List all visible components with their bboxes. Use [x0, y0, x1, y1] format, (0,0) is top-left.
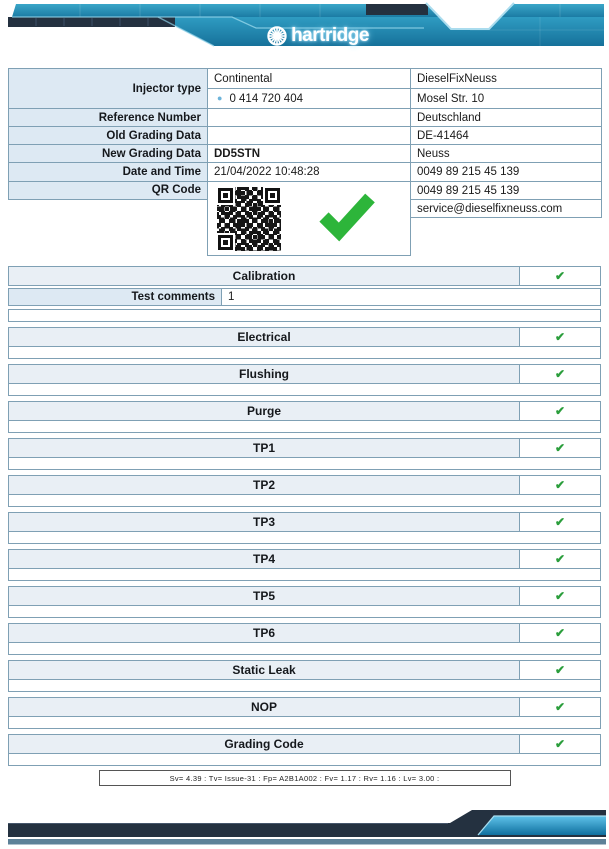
- section-title: TP3: [8, 512, 520, 532]
- customer-name: DieselFixNeuss: [411, 69, 602, 89]
- footer-banner: [0, 805, 609, 849]
- section-status-cell: [519, 660, 601, 680]
- section-detail-row: [8, 420, 601, 433]
- section-status-cell: [519, 697, 601, 717]
- section-title: Grading Code: [8, 734, 520, 754]
- customer-country: Deutschland: [411, 109, 602, 127]
- section-detail-row: [8, 457, 601, 470]
- date-time-label: Date and Time: [9, 163, 208, 182]
- footer-gray-strip: [8, 839, 606, 845]
- test-section-tp2: [8, 475, 601, 507]
- test-comments-value: 1: [221, 288, 601, 306]
- pass-check-icon: ✔: [554, 330, 566, 344]
- pass-check-icon: ✔: [554, 478, 566, 492]
- pass-check-icon: ✔: [554, 589, 566, 603]
- test-section-tp1: [8, 438, 601, 470]
- header-banner: [0, 0, 609, 58]
- pass-check-icon: ✔: [554, 515, 566, 529]
- section-status-cell: [519, 327, 601, 347]
- pass-check-icon: ✔: [554, 700, 566, 714]
- section-title: TP6: [8, 623, 520, 643]
- test-section-static-leak: [8, 660, 601, 692]
- pass-check-icon: ✔: [554, 367, 566, 381]
- customer-email: service@dieselfixneuss.com: [411, 200, 602, 218]
- test-section-tp5: [8, 586, 601, 618]
- test-section-grading-code: [8, 734, 601, 766]
- section-status-cell: [519, 364, 601, 384]
- pass-check-icon: ✔: [554, 663, 566, 677]
- qr-code-label: QR Code: [9, 182, 208, 200]
- calibration-status-cell: [519, 266, 601, 286]
- customer-phone-1: 0049 89 215 45 139: [411, 163, 602, 182]
- pass-check-icon: ✔: [554, 737, 566, 751]
- section-status-cell: [519, 734, 601, 754]
- pass-check-icon: ✔: [554, 404, 566, 418]
- section-detail-row: [8, 679, 601, 692]
- part-bullet-icon: ●: [217, 92, 223, 103]
- section-title-calibration: Calibration: [8, 266, 520, 286]
- section-title: Flushing: [8, 364, 520, 384]
- reference-number-label: Reference Number: [9, 109, 208, 127]
- injector-type-label: Injector type: [9, 69, 208, 109]
- section-title: TP1: [8, 438, 520, 458]
- test-section-tp6: [8, 623, 601, 655]
- injector-part-number: 0 414 720 404: [229, 92, 303, 105]
- section-status-cell: [519, 586, 601, 606]
- brand-name: hartridge: [291, 25, 369, 46]
- test-section-electrical: [8, 327, 601, 359]
- new-grading-value: DD5STN: [208, 145, 411, 163]
- section-detail-row: [8, 568, 601, 581]
- section-detail-row: [8, 309, 601, 322]
- calibration-section: [8, 266, 601, 322]
- software-version-line: Sv= 4.39 : Tv= Issue-31 : Fp= A2B1A002 : Fv= 1.17 : Rv= 1.16 : Lv= 3.00 :: [99, 770, 511, 786]
- injector-make-value: Continental: [208, 69, 411, 89]
- section-detail-row: [8, 383, 601, 396]
- section-status-cell: [519, 401, 601, 421]
- section-title: TP5: [8, 586, 520, 606]
- section-detail-row: [8, 642, 601, 655]
- section-status-cell: [519, 549, 601, 569]
- injector-info-table: [8, 68, 602, 256]
- customer-postcode: DE-41464: [411, 127, 602, 145]
- section-status-cell: [519, 475, 601, 495]
- section-title: TP4: [8, 549, 520, 569]
- section-status-cell: [519, 623, 601, 643]
- section-status-cell: [519, 438, 601, 458]
- section-title: Static Leak: [8, 660, 520, 680]
- section-detail-row: [8, 531, 601, 544]
- qr-code-image: [214, 184, 284, 254]
- test-section-nop: [8, 697, 601, 729]
- section-detail-row: [8, 346, 601, 359]
- test-comments-label: Test comments: [8, 288, 222, 306]
- section-title: NOP: [8, 697, 520, 717]
- pass-check-icon: ✔: [554, 441, 566, 455]
- section-title: Purge: [8, 401, 520, 421]
- section-title: TP2: [8, 475, 520, 495]
- pass-check-icon: ✔: [554, 269, 566, 283]
- customer-street: Mosel Str. 10: [411, 89, 602, 109]
- section-detail-row: [8, 605, 601, 618]
- section-status-cell: [519, 512, 601, 532]
- reference-number-value: [208, 109, 411, 127]
- footer-blue-segment: [478, 816, 606, 835]
- customer-phone-2: 0049 89 215 45 139: [411, 182, 602, 200]
- test-section-purge: [8, 401, 601, 433]
- section-title: Electrical: [8, 327, 520, 347]
- test-section-tp4: [8, 549, 601, 581]
- date-time-value: 21/04/2022 10:48:28: [208, 163, 411, 182]
- old-grading-label: Old Grading Data: [9, 127, 208, 145]
- section-detail-row: [8, 494, 601, 507]
- old-grading-value: [208, 127, 411, 145]
- overall-pass-check-icon: [316, 190, 378, 242]
- pass-check-icon: ✔: [554, 552, 566, 566]
- test-section-flushing: [8, 364, 601, 396]
- pass-check-icon: ✔: [554, 626, 566, 640]
- test-section-tp3: [8, 512, 601, 544]
- new-grading-label: New Grading Data: [9, 145, 208, 163]
- section-detail-row: [8, 753, 601, 766]
- customer-city: Neuss: [411, 145, 602, 163]
- section-detail-row: [8, 716, 601, 729]
